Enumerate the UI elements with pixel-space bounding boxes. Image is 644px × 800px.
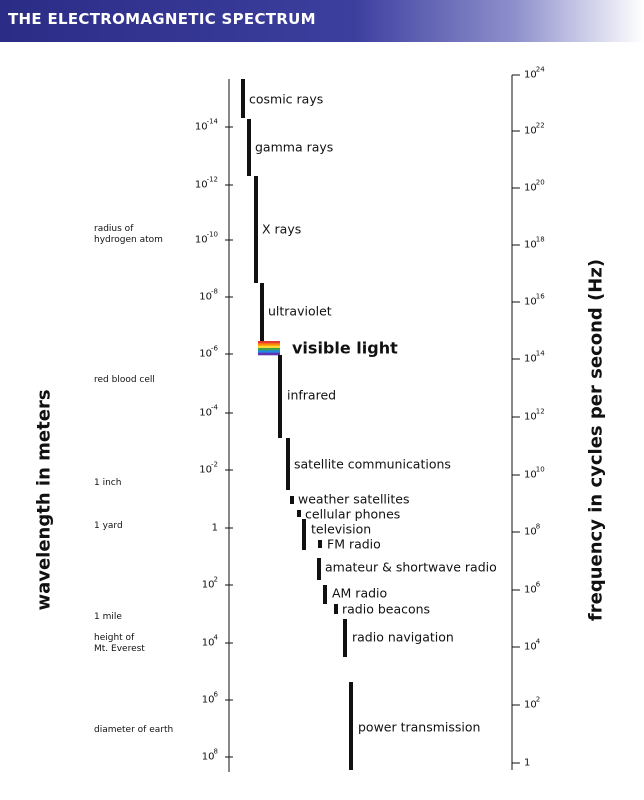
wavelength-tick-label-9-base: 10 (201, 637, 215, 649)
visible-light-rainbow-bar (258, 341, 280, 355)
reference-object-red-blood-cell: red blood cell (94, 374, 155, 385)
wavelength-tick-label-5-exponent: -4 (211, 403, 218, 412)
wavelength-tick-label-4 (178, 344, 218, 360)
band-bar-12 (323, 585, 327, 604)
wavelength-tick-label-4-base: 10 (199, 348, 213, 360)
frequency-tick-label-0-exponent: 24 (535, 65, 545, 74)
frequency-tick-label-11 (524, 695, 541, 711)
wavelength-tick-label-10-base: 10 (201, 694, 215, 706)
wavelength-tick-label-8-exponent: 2 (213, 575, 218, 584)
band-bar-15 (349, 682, 353, 770)
wavelength-tick-label-11-exponent: 8 (213, 747, 218, 756)
band-label-9: television (311, 521, 372, 537)
reference-object-radius-of-hydrogen-atom: radius of hydrogen atom (94, 224, 163, 245)
frequency-tick-label-7-exponent: 10 (535, 465, 545, 474)
wavelength-tick-label-0 (178, 117, 218, 133)
reference-object-1-mile: 1 mile (94, 611, 122, 622)
band-label-4: visible light (292, 338, 398, 358)
wavelength-tick-label-5 (178, 403, 218, 419)
wavelength-tick-label-2-exponent: -10 (206, 230, 218, 239)
wavelength-tick-label-6 (178, 460, 218, 476)
band-bar-5 (278, 355, 282, 438)
frequency-tick-label-9 (524, 580, 541, 596)
frequency-tick-label-8-exponent: 8 (535, 522, 541, 531)
frequency-tick-label-8-base: 10 (524, 526, 537, 538)
frequency-tick-label-10-exponent: 4 (535, 637, 541, 646)
reference-object-diameter-of-earth: diameter of earth (94, 724, 174, 735)
band-bar-3 (260, 283, 264, 341)
wavelength-tick-label-10 (178, 690, 218, 706)
frequency-tick-label-4-exponent: 16 (535, 292, 545, 301)
wavelength-tick-label-3-exponent: -8 (211, 287, 218, 296)
wavelength-tick-label-3-base: 10 (199, 291, 213, 303)
wavelength-tick-label-6-exponent: -2 (211, 460, 218, 469)
band-bar-1 (247, 119, 251, 176)
band-label-13: radio beacons (342, 601, 431, 617)
band-label-11: amateur & shortwave radio (325, 559, 497, 575)
band-label-0: cosmic rays (249, 91, 324, 107)
frequency-tick-label-5-exponent: 14 (535, 349, 545, 358)
rainbow-stripe-1 (258, 343, 280, 346)
band-label-12: AM radio (332, 585, 388, 601)
band-label-5: infrared (287, 387, 337, 403)
frequency-tick-label-12-base: 1 (524, 757, 531, 769)
reference-object-1-inch: 1 inch (94, 477, 122, 488)
frequency-tick-label-7 (524, 465, 545, 481)
wavelength-tick-label-7-base: 1 (211, 522, 218, 534)
page-title: THE ELECTROMAGNETIC SPECTRUM (8, 10, 316, 28)
rainbow-stripe-0 (258, 341, 280, 344)
frequency-tick-label-9-exponent: 6 (535, 580, 541, 589)
frequency-tick-label-7-base: 10 (524, 469, 537, 481)
band-bar-8 (297, 510, 301, 517)
wavelength-tick-label-11-base: 10 (201, 751, 215, 763)
wavelength-tick-label-11 (178, 747, 218, 763)
band-bar-6 (286, 438, 290, 490)
band-bar-9 (302, 519, 306, 550)
wavelength-tick-label-3 (178, 287, 218, 303)
wavelength-tick-label-4-exponent: -6 (211, 344, 218, 353)
band-bar-10 (318, 540, 322, 548)
frequency-tick-label-3 (524, 235, 545, 251)
frequency-tick-label-3-base: 10 (524, 239, 537, 251)
wavelength-tick-label-1-base: 10 (194, 179, 208, 191)
band-label-14: radio navigation (352, 629, 454, 645)
frequency-axis-title: frequency in cycles per second (Hz) (585, 258, 607, 622)
frequency-tick-label-9-base: 10 (524, 584, 537, 596)
band-bar-2 (254, 176, 258, 283)
wavelength-tick-label-0-base: 10 (194, 121, 208, 133)
frequency-tick-label-1 (524, 121, 545, 137)
wavelength-tick-label-7 (178, 523, 218, 534)
band-bar-13 (334, 604, 338, 614)
band-label-15: power transmission (358, 719, 481, 735)
band-label-1: gamma rays (255, 139, 334, 155)
reference-object-1-yard: 1 yard (94, 520, 123, 531)
band-bar-11 (317, 558, 321, 580)
wavelength-tick-label-1 (178, 175, 218, 191)
band-label-10: FM radio (327, 536, 381, 552)
rainbow-stripe-5 (258, 353, 280, 356)
frequency-tick-label-11-base: 10 (524, 699, 537, 711)
frequency-tick-label-1-exponent: 22 (535, 121, 545, 130)
band-label-2: X rays (262, 221, 302, 237)
band-bar-0 (241, 79, 245, 118)
frequency-tick-label-8 (524, 522, 541, 538)
rainbow-stripe-4 (258, 350, 280, 353)
band-bar-7 (290, 496, 294, 504)
wavelength-tick-label-0-exponent: -14 (206, 117, 218, 126)
wavelength-tick-label-2 (178, 230, 218, 246)
frequency-tick-label-6 (524, 407, 545, 423)
wavelength-tick-label-10-exponent: 6 (213, 690, 218, 699)
frequency-tick-label-0 (524, 65, 545, 81)
frequency-tick-label-10-base: 10 (524, 641, 537, 653)
wavelength-tick-label-9-exponent: 4 (213, 633, 218, 642)
frequency-tick-label-5 (524, 349, 545, 365)
rainbow-stripe-3 (258, 348, 280, 351)
frequency-tick-label-4 (524, 292, 545, 308)
wavelength-tick-label-1-exponent: -12 (206, 175, 218, 184)
band-label-8: cellular phones (305, 506, 401, 522)
wavelength-axis-title: wavelength in meters (33, 389, 55, 611)
frequency-tick-label-3-exponent: 18 (535, 235, 545, 244)
wavelength-tick-label-2-base: 10 (194, 234, 208, 246)
frequency-tick-label-5-base: 10 (524, 353, 537, 365)
wavelength-tick-label-6-base: 10 (199, 464, 213, 476)
frequency-tick-label-1-base: 10 (524, 125, 537, 137)
frequency-tick-label-12 (524, 758, 530, 769)
reference-object-height-of-mt-everest: height of Mt. Everest (94, 633, 145, 654)
frequency-tick-label-6-exponent: 12 (535, 407, 545, 416)
frequency-tick-label-10 (524, 637, 541, 653)
wavelength-tick-label-8 (178, 575, 218, 591)
frequency-tick-label-2-base: 10 (524, 182, 537, 194)
wavelength-tick-label-9 (178, 633, 218, 649)
frequency-tick-label-6-base: 10 (524, 411, 537, 423)
frequency-tick-label-0-base: 10 (524, 69, 537, 81)
wavelength-tick-label-8-base: 10 (201, 579, 215, 591)
band-label-3: ultraviolet (268, 303, 332, 319)
band-bar-14 (343, 619, 347, 657)
frequency-tick-label-11-exponent: 2 (535, 695, 541, 704)
frequency-tick-label-4-base: 10 (524, 296, 537, 308)
wavelength-tick-label-5-base: 10 (199, 407, 213, 419)
rainbow-stripe-2 (258, 346, 280, 349)
band-label-6: satellite communications (294, 456, 451, 472)
frequency-tick-label-2-exponent: 20 (535, 178, 545, 187)
band-label-7: weather satellites (298, 491, 410, 507)
frequency-tick-label-2 (524, 178, 545, 194)
